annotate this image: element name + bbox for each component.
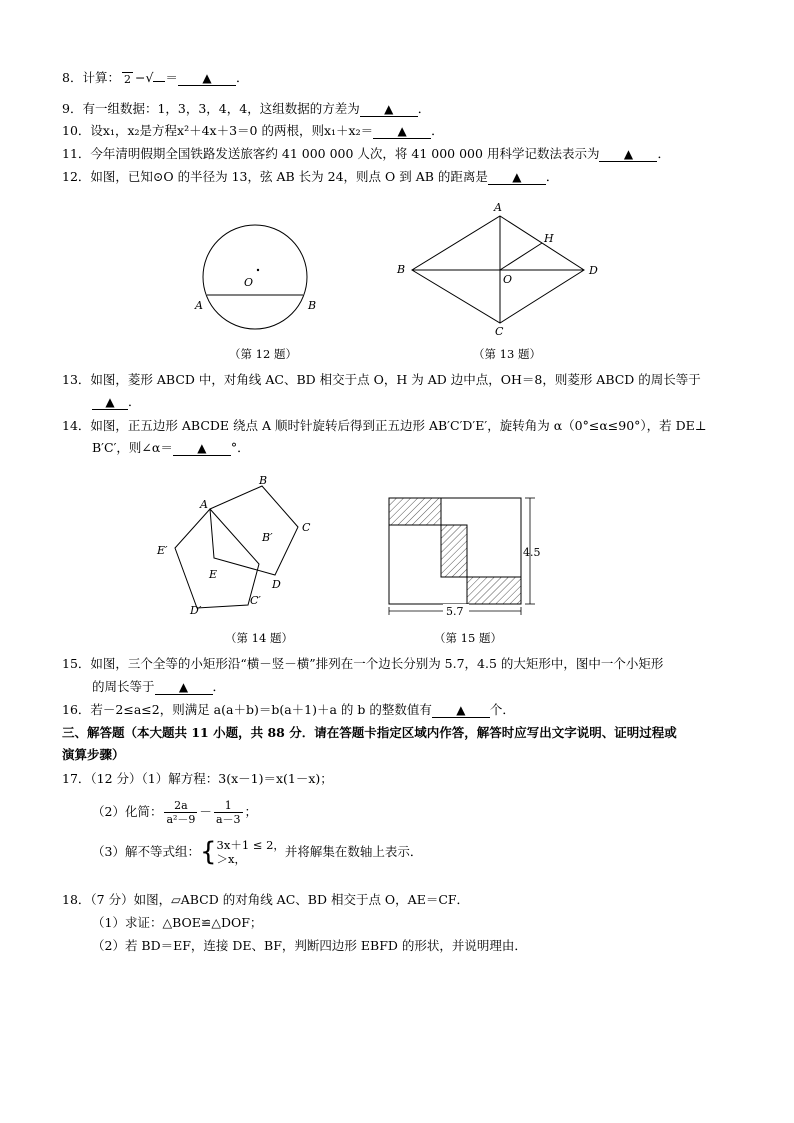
question-text: （12 分）（1）解方程：3(x－1)＝x(1－x)； (90, 771, 333, 786)
answer-blank (432, 703, 490, 718)
question-8: 8．计算： 2 −√ ＝ ▲ ． (62, 70, 249, 86)
label-O: O (244, 276, 254, 289)
inequality-system: 3x＋1 ≤ 2， ＞x， (216, 838, 285, 866)
section-3-title-line2: 演算步骤） (62, 747, 125, 762)
question-number: 8． (62, 70, 83, 85)
question-17-part3: （3）解不等式组：{ 3x＋1 ≤ 2， ＞x， 并将解集在数轴上表示． (92, 837, 423, 867)
question-text: 如图，正五边形 ABCDE 绕点 A 顺时针旋转后得到正五边形 AB′C′D′E′，旋转角为 α（0°≤α≤90°），若 DE⊥ (90, 418, 707, 433)
answer-blank (92, 395, 128, 410)
label-D-prime: D′ (190, 604, 202, 617)
question-15: 15．如图，三个全等的小矩形沿“横－竖－横”排列在一个边长分别为 5.7，4.5 的大矩形中，图中一个小矩形 (62, 656, 664, 671)
label-A: A (195, 299, 203, 312)
answer-blank (599, 147, 657, 162)
question-text: 今年清明假期全国铁路发送旅客约 41 000 000 人次，将 41 000 000 用科学记数法表示为 (90, 146, 600, 161)
question-14-line2: B′C′，则∠α＝ ▲ °． (92, 440, 250, 455)
triangle-icon: ▲ (623, 147, 634, 161)
label-C: C (495, 325, 504, 338)
question-18-part1: （1）求证：△BOE≌△DOF； (92, 915, 263, 930)
triangle-icon: ▲ (197, 441, 207, 455)
triangle-icon: ▲ (397, 124, 407, 138)
question-18-part2: （2）若 BD＝EF，连接 DE、BF，判断四边形 EBFD 的形状，并说明理由． (92, 938, 527, 953)
question-17-part2: （2）化简： $\frac{2a}{\text{a²－9}}$ － $\frac{1}{a-3}$ ； (92, 799, 258, 826)
section-3-title: 三、解答题（本大题共 11 小题，共 88 分．请在答题卡指定区域内作答，解答时应写出文字说明、证明过程或 (62, 725, 677, 740)
label-H: H (544, 232, 554, 245)
label-E-prime: E′ (157, 544, 168, 557)
label-C-prime: C′ (250, 594, 261, 607)
figure-15 (389, 498, 541, 618)
figure-12 (194, 225, 316, 329)
figure-12-caption: （第 12 题） (229, 347, 297, 361)
label-B: B (308, 299, 317, 312)
label-A: A (200, 498, 208, 511)
question-13: 13．如图，菱形 ABCD 中，对角线 AC、BD 相交于点 O，H 为 AD 边中点，OH＝8，则菱形 ABCD 的周长等于 (62, 372, 701, 387)
question-text: 设x₁，x₂是方程x²＋4x＋3＝0 的两根，则x₁＋x₂＝ (90, 123, 374, 138)
triangle-icon: ▲ (105, 395, 115, 409)
label-D: D (589, 264, 598, 277)
triangle-icon: ▲ (202, 71, 212, 85)
answer-blank (360, 102, 418, 117)
width-label: 5.7 (446, 605, 464, 618)
question-12: 12．如图，已知⊙O 的半径为 13，弦 AB 长为 24，则点 O 到 AB 的距离是 ▲ ． (62, 169, 559, 184)
question-text: 计算： (82, 70, 120, 85)
answer-blank (173, 441, 231, 456)
triangle-icon: ▲ (384, 102, 394, 116)
label-D: D (272, 578, 281, 591)
answer-blank (488, 170, 546, 185)
figure-13 (396, 201, 598, 338)
label-B: B (259, 474, 268, 487)
question-text: 若－2≤a≤2，则满足 a(a＋b)＝b(a＋1)＋a 的 b 的整数值有 (90, 702, 432, 717)
question-13-line2: ▲ ． (92, 394, 141, 410)
question-11: 11．今年清明假期全国铁路发送旅客约 41 000 000 人次，将 41 000 000 用科学记数法表示为 ▲ ． (62, 146, 670, 161)
height-label: 4.5 (523, 546, 541, 559)
figure-14 (156, 474, 311, 617)
question-text: 如图，菱形 ABCD 中，对角线 AC、BD 相交于点 O，H 为 AD 边中点，OH＝8，则菱形 ABCD 的周长等于 (90, 372, 701, 387)
label-A: A (494, 201, 502, 214)
figure-14-caption: （第 14 题） (225, 631, 293, 645)
fraction: 2 (123, 72, 131, 86)
question-text: （7 分）如图，▱ABCD 的对角线 AC、BD 相交于点 O，AE＝CF． (90, 892, 470, 907)
sqrt-symbol: √ (145, 70, 154, 85)
label-C: C (302, 521, 311, 534)
triangle-icon: ▲ (456, 703, 466, 717)
figure-15-caption: （第 15 题） (434, 631, 502, 645)
triangle-icon: ▲ (512, 170, 522, 184)
triangle-icon: ▲ (178, 680, 189, 694)
question-17: 17．（12 分）（1）解方程：3(x－1)＝x(1－x)； (62, 771, 333, 786)
answer-blank (155, 680, 213, 695)
figure-13-caption: （第 13 题） (473, 347, 541, 361)
label-B-prime: B′ (262, 531, 273, 544)
fraction: $\frac{1}{a-3}$ (215, 799, 241, 826)
question-text: 如图，三个全等的小矩形沿“横－竖－横”排列在一个边长分别为 5.7，4.5 的大矩形中，图中一个小矩形 (90, 656, 664, 671)
question-9: 9．有一组数据：1，3，3，4，4，这组数据的方差为 ▲ ． (62, 101, 431, 116)
answer-blank (373, 124, 431, 139)
figures-12-13 (0, 195, 794, 345)
brace-icon: { (199, 837, 217, 867)
label-O: O (503, 273, 513, 286)
label-B: B (397, 263, 406, 276)
figures-14-15 (0, 470, 794, 625)
fraction: $\frac{2a}{\text{a²－9}}$ (166, 799, 196, 826)
question-text: 有一组数据：1，3，3，4，4，这组数据的方差为 (82, 101, 360, 116)
question-18: 18．（7 分）如图，▱ABCD 的对角线 AC、BD 相交于点 O，AE＝CF． (62, 892, 470, 907)
question-text: 如图，已知⊙O 的半径为 13，弦 AB 长为 24，则点 O 到 AB 的距离是 (90, 169, 488, 184)
answer-blank (178, 71, 236, 86)
question-14: 14．如图，正五边形 ABCDE 绕点 A 顺时针旋转后得到正五边形 AB′C′D′E′，旋转角为 α（0°≤α≤90°），若 DE⊥ (62, 418, 707, 433)
question-10: 10．设x₁，x₂是方程x²＋4x＋3＝0 的两根，则x₁＋x₂＝ ▲ ． (62, 123, 444, 138)
label-E: E (209, 568, 218, 581)
question-15-line2: 的周长等于 ▲ ． (92, 679, 226, 694)
question-16: 16．若－2≤a≤2，则满足 a(a＋b)＝b(a＋1)＋a 的 b 的整数值有 ▲ 个． (62, 702, 515, 717)
